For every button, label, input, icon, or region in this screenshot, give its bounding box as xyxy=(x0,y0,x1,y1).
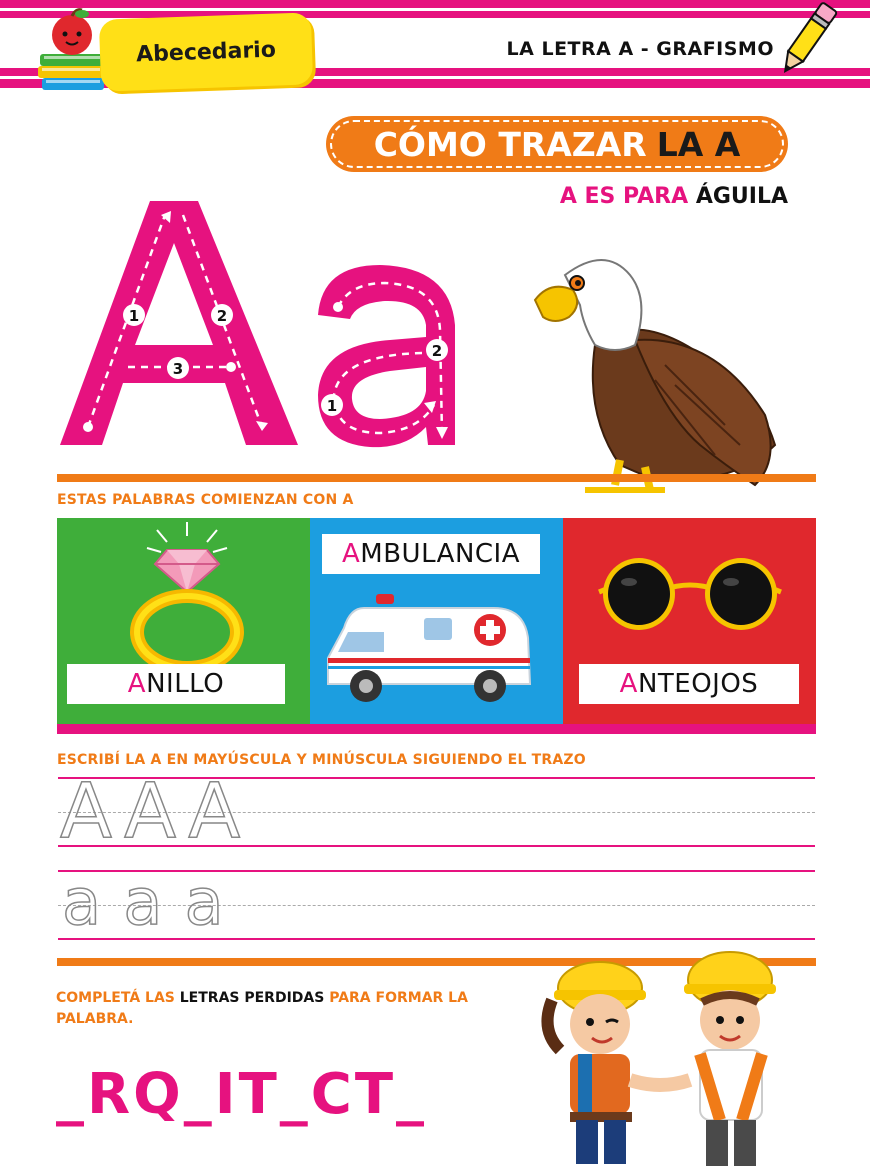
ring-icon xyxy=(127,520,247,670)
lowercase-trace[interactable]: aaa xyxy=(62,866,246,940)
svg-text:2: 2 xyxy=(431,342,443,360)
writing-section-label: ESCRIBÍ LA A EN MAYÚSCULA Y MINÚSCULA SIGUIENDO EL TRAZO xyxy=(57,752,586,768)
subtitle-part-1: A ES PARA xyxy=(559,184,689,209)
svg-text:1: 1 xyxy=(326,397,338,415)
word-label xyxy=(579,664,799,704)
word-card xyxy=(310,518,563,724)
cards-underline xyxy=(57,724,816,734)
missing-letters-puzzle[interactable]: _RQ_IT_CT_ xyxy=(56,1062,428,1127)
letter-a-tracing-guide xyxy=(50,195,490,460)
books-apple-icon xyxy=(36,8,108,94)
uppercase-trace[interactable]: AAA xyxy=(60,766,251,855)
words-section-label: ESTAS PALABRAS COMIENZAN CON A xyxy=(57,492,354,508)
ambulance-icon xyxy=(324,588,544,708)
complete-instructions xyxy=(56,988,476,1030)
step-marker xyxy=(426,339,448,361)
title-part-2: LA A xyxy=(656,124,741,164)
instruction-part: COMPLETÁ LAS xyxy=(56,990,180,1006)
title-part-1: CÓMO TRAZAR xyxy=(373,124,647,164)
word-first-letter: A xyxy=(127,669,147,699)
word-first-letter: A xyxy=(619,669,638,699)
instruction-part: PARA FORMAR LA PALABRA. xyxy=(56,990,468,1027)
word-card xyxy=(563,518,816,724)
word-card xyxy=(57,518,310,724)
instruction-part: LETRAS PERDIDAS xyxy=(179,990,325,1006)
uppercase-a-shape xyxy=(60,201,298,445)
page-subtitle xyxy=(560,184,788,209)
header-stripe xyxy=(0,8,870,11)
section-divider xyxy=(57,474,816,482)
word-first-letter: A xyxy=(341,539,361,569)
word-rest: NILLO xyxy=(146,669,225,699)
step-marker xyxy=(321,394,343,416)
word-rest: NTEOJOS xyxy=(637,669,759,699)
step-marker xyxy=(123,304,145,326)
subtitle-part-2: ÁGUILA xyxy=(695,184,788,209)
section-badge xyxy=(99,12,313,91)
pencil-icon xyxy=(772,0,842,80)
step-marker xyxy=(211,304,233,326)
word-rest: MBULANCIA xyxy=(360,539,521,569)
svg-text:3: 3 xyxy=(172,360,184,378)
word-label xyxy=(67,664,285,704)
header-right-title: LA LETRA A - GRAFISMO xyxy=(506,38,774,60)
workers-illustration xyxy=(530,940,800,1172)
eagle-illustration xyxy=(525,245,795,505)
word-label xyxy=(322,534,540,574)
page-title xyxy=(326,116,788,172)
step-marker xyxy=(167,357,189,379)
word-cards xyxy=(57,518,816,724)
svg-text:1: 1 xyxy=(128,307,140,325)
svg-text:2: 2 xyxy=(216,307,228,325)
sunglasses-icon xyxy=(595,552,785,632)
badge-label: Abecedario xyxy=(135,37,277,67)
